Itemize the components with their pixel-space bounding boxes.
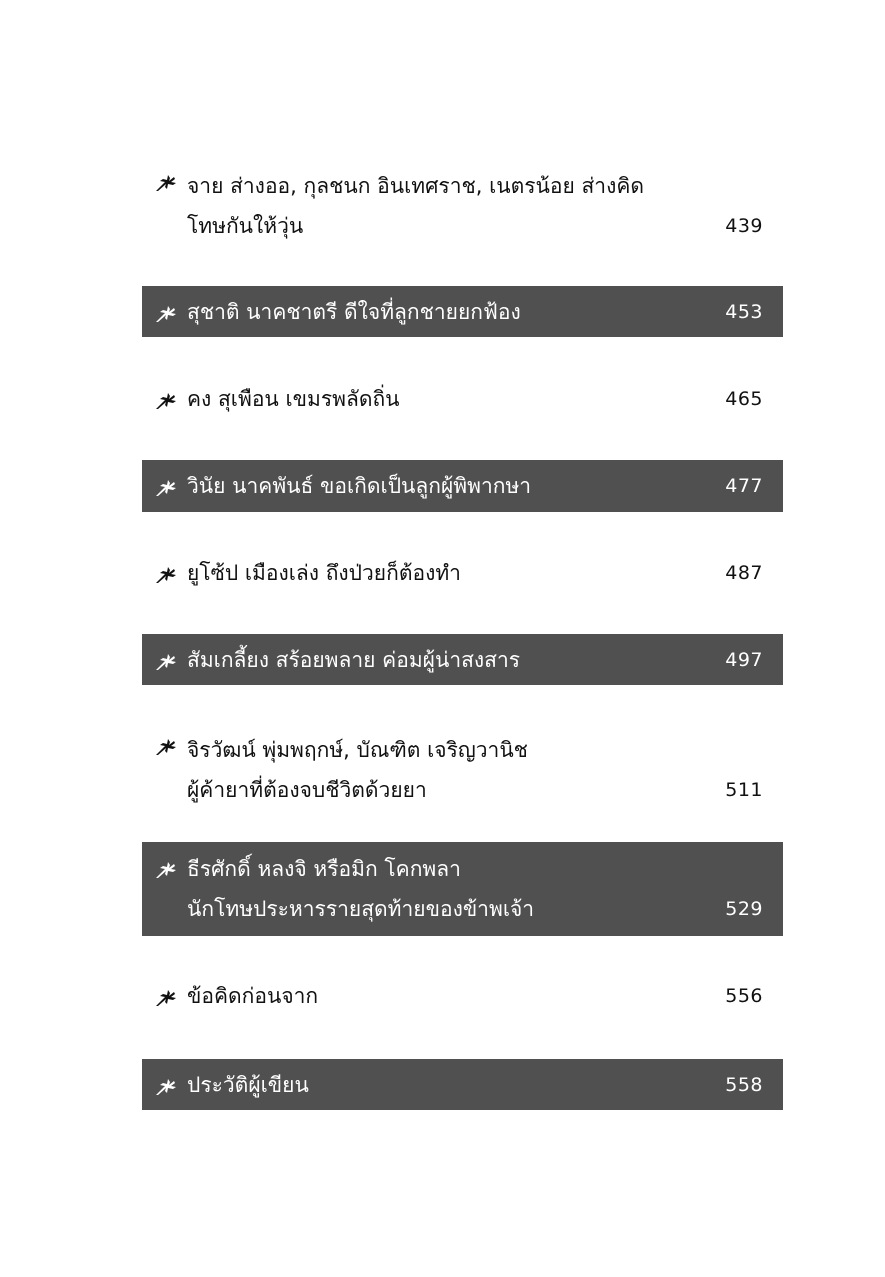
toc-entry-title-line: โทษกันให้วุ่น (187, 214, 304, 238)
toc-entry (142, 547, 783, 598)
toc-page-number: 453 (725, 300, 763, 323)
toc-entry-title-line: สัมเกลี้ยง สร้อยพลาย ค่อมผู้น่าสงสาร (187, 647, 521, 672)
toc-entry-title-line: ธีรศักดิ์ หลงจิ หรือมิก โคกพลา (187, 857, 461, 881)
toc-entry-title-line: ข้อคิดก่อนจาก (187, 983, 319, 1008)
toc-page-number: 487 (725, 561, 763, 584)
toc-entry-title-line: ประวัติผู้เขียน (187, 1072, 309, 1097)
toc-page-number: 497 (725, 648, 763, 671)
toc-entry-title-line: ผู้ค้ายาที่ต้องจบชีวิตด้วยยา (187, 778, 427, 802)
toc-entry-title-line: นักโทษประหารรายสุดท้ายของข้าพเจ้า (187, 897, 535, 921)
leaf-sprig-icon (154, 1073, 178, 1097)
leaf-sprig-icon (154, 856, 178, 880)
toc-page-number: 556 (725, 984, 763, 1007)
toc-entry-title-line: จาย ส่างออ, กุลชนก อินเทศราช, เนตรน้อย ส่างคิด (187, 174, 645, 198)
toc-entry-title-line: จิรวัฒน์ พุ่มพฤกษ์, บัณฑิต เจริญวานิช (187, 738, 528, 762)
toc-entry (142, 373, 783, 424)
leaf-sprig-icon (154, 169, 178, 193)
toc-entry (142, 842, 783, 936)
toc-entry (142, 286, 783, 337)
toc-page-number: 439 (725, 215, 763, 237)
toc-page-number: 529 (725, 898, 763, 920)
toc-page-number: 465 (725, 387, 763, 410)
leaf-sprig-icon (154, 648, 178, 672)
toc-entry-title-line: สุชาติ นาคชาตรี ดีใจที่ลูกชายยกฟ้อง (187, 299, 521, 324)
toc-entry (142, 725, 783, 815)
leaf-sprig-icon (154, 561, 178, 585)
toc-entry (142, 161, 783, 251)
leaf-sprig-icon (154, 733, 178, 757)
toc-page-number: 558 (725, 1073, 763, 1096)
toc-entry-title-line: คง สุเพือน เขมรพลัดถิ่น (187, 386, 400, 411)
toc-entry-title-line: วินัย นาคพันธ์ ขอเกิดเป็นลูกผู้พิพากษา (187, 474, 532, 498)
leaf-sprig-icon (154, 984, 178, 1008)
leaf-sprig-icon (154, 387, 178, 411)
toc-entry (142, 634, 783, 685)
toc-entry (142, 1059, 783, 1110)
toc-entry-title-line: ยูโซ้ป เมืองเล่ง ถึงป่วยก็ต้องทำ (187, 560, 461, 585)
toc-page-number: 477 (725, 475, 763, 497)
leaf-sprig-icon (154, 300, 178, 324)
leaf-sprig-icon (154, 474, 178, 498)
toc-entry (142, 460, 783, 512)
toc-page-number: 511 (725, 779, 763, 801)
toc-entry (142, 970, 783, 1021)
